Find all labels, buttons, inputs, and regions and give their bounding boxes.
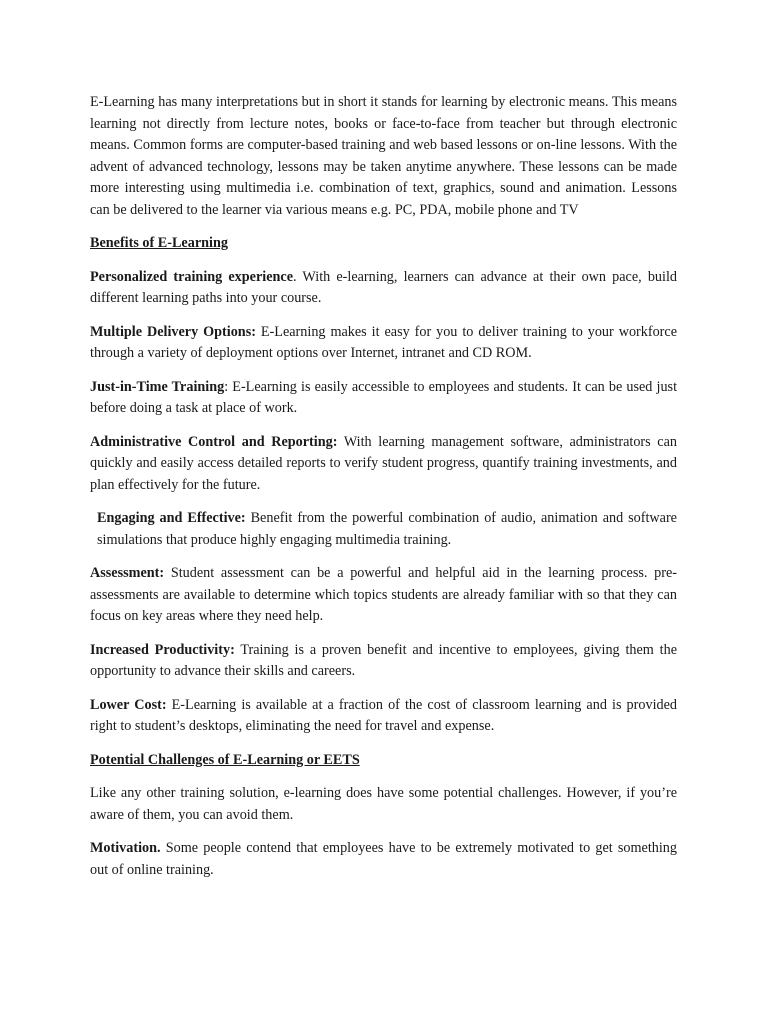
benefit-term: Engaging and Effective: (97, 510, 246, 526)
benefit-text: Training is a proven benefit and incentive to employees, giving them the opportunity to advance their skills and careers. (90, 641, 677, 679)
benefit-admin-control (90, 432, 677, 497)
benefit-assessment (90, 563, 677, 628)
challenge-term: Motivation. (90, 840, 161, 856)
benefit-text: Benefit from the powerful combination of audio, animation and software simulations that produce highly engaging multimedia training. (97, 510, 677, 548)
benefit-personalized (90, 267, 677, 310)
benefit-text: E-Learning makes it easy for you to deliver training to your workforce through a variety of deployment options over Internet, intranet and CD ROM. (90, 323, 677, 361)
benefit-text: . With e-learning, learners can advance at their own pace, build different learning paths into your course. (90, 268, 677, 306)
challenge-motivation (90, 838, 677, 881)
benefit-term: Administrative Control and Reporting: (90, 433, 338, 450)
benefit-text: E-Learning is available at a fraction of the cost of classroom learning and is provided right to student’s desktops, eliminating the need for travel and expense. (90, 696, 677, 734)
benefit-term: Lower Cost: (90, 696, 167, 713)
benefit-just-in-time (90, 377, 677, 420)
intro-paragraph: E-Learning has many interpretations but in short it stands for learning by electronic means. This means learning not directly from lecture notes, books or face-to-face from teacher but through electronic means. Common forms are computer-based training and web based lessons or on-line lessons. With the advent of advanced technology, lessons may be taken anytime anywhere. These lessons can be made more interesting using multimedia i.e. combination of text, graphics, sound and animation. Lessons can be delivered to the learner via various means e.g. PC, PDA, mobile phone and TV (90, 94, 677, 218)
document-page (90, 92, 677, 893)
benefit-lower-cost (90, 695, 677, 738)
benefit-term: Just-in-Time Training (90, 378, 225, 395)
benefit-text: With learning management software, administrators can quickly and easily access detailed reports to verify student progress, quantify training investments, and plan effectively for the future. (90, 433, 677, 493)
benefit-term: Increased Productivity: (90, 641, 235, 658)
challenges-heading: Potential Challenges of E-Learning or EETS (90, 751, 360, 768)
benefit-text: Student assessment can be a powerful and helpful aid in the learning process. pre-assessments are available to determine which topics students are already familiar with so that they can focus on key areas where they need help. (90, 565, 677, 624)
benefit-delivery-options (90, 322, 677, 365)
benefits-heading: Benefits of E-Learning (90, 235, 228, 251)
challenge-text: Some people contend that employees have to be extremely motivated to get something out of online training. (90, 840, 677, 878)
challenges-intro: Like any other training solution, e-learning does have some potential challenges. However, if you’re aware of them, you can avoid them. (90, 785, 677, 823)
benefit-term: Multiple Delivery Options: (90, 323, 256, 340)
benefit-productivity (90, 640, 677, 683)
benefit-text: : E-Learning is easily accessible to employees and students. It can be used just before doing a task at place of work. (90, 378, 678, 416)
benefit-term: Personalized training experience (90, 268, 293, 285)
benefit-engaging (90, 508, 677, 551)
benefit-term: Assessment: (90, 565, 165, 581)
